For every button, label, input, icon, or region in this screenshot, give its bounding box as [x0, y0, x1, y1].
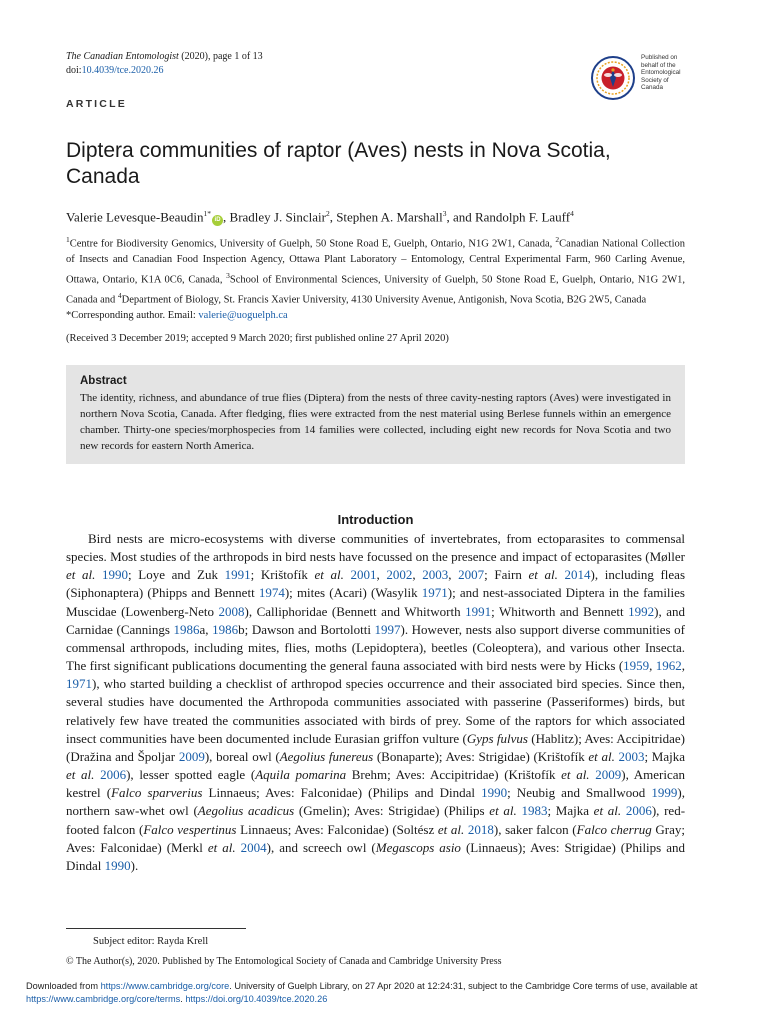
abstract-text: The identity, richness, and abundance of true flies (Diptera) from the nests of three cavity-nesting raptors (Aves) were investigated in northern Nova Scotia, Canada. After fledging, flies were extracted from the nest material using Berlese funnels within an emergence chamber. Thirty-one species/morphospecies from 14 families were collected, including eight new records for Nova Scotia and two new records for eastern North America. [80, 392, 671, 453]
intro-paragraph [66, 530, 685, 875]
affil-text: Canadian National Collection of Insects and Canadian Food Inspection Agency, Ottawa Plant Laboratory – Entomology, Central Experimental Farm, 960 Carling Avenue, Ottawa, Ontario, K1A 0C6, Canada, [66, 238, 685, 286]
entomological-society-seal-icon [591, 56, 635, 100]
italic-term: Megascops asio [375, 839, 461, 855]
abstract-heading: Abstract [80, 375, 127, 387]
citation-link[interactable]: 2009 [178, 748, 205, 764]
italic-term: et al. [593, 803, 622, 819]
body-text-run: ), northern saw-whet owl ( [66, 785, 685, 819]
publisher-note [641, 54, 701, 92]
body-text-run: ); mites (Acari) (Wasylik [284, 585, 422, 601]
body-text-run: a, [199, 621, 213, 637]
author-affil-marker: 4 [570, 209, 574, 218]
download-text: Downloaded from [26, 981, 101, 991]
italic-term: et al. [437, 821, 465, 837]
citation-link[interactable]: 1974 [258, 585, 285, 601]
orcid-icon[interactable]: iD [212, 215, 223, 226]
body-text-run: ), including fleas (Siphonaptera) (Phipps and Bennett [66, 567, 686, 601]
italic-term: Falco vespertinus [143, 821, 237, 837]
body-text-run: ), lesser spotted eagle ( [126, 767, 256, 783]
italic-term: et al. [66, 767, 95, 783]
download-text: . [180, 993, 186, 1004]
body-text-run: (Bonaparte); Aves: Strigidae) (Krištofík [373, 748, 589, 764]
italic-term: et al. [66, 567, 96, 583]
affil-text: Department of Biology, St. Francis Xavier University, 4130 University Avenue, Antigonish, Nova Scotia, B2G 2W5, Canada [121, 294, 647, 306]
body-text-run: ), American kestrel ( [66, 767, 686, 801]
publisher-line: behalf of the [641, 61, 676, 69]
body-text-run: ; Majka [644, 748, 685, 764]
footnote-rule [66, 928, 246, 929]
italic-term: Aquila pomarina [255, 767, 347, 783]
body-text-run: ). However, nests also support diverse communities of commensal arthropods, including mites, flies, moths (Lepidoptera), beetles (Coleoptera), and various other Insecta. The first significant publications documenting the general fauna associated with bird nests were by Hicks ( [66, 621, 685, 674]
corresponding-author [66, 308, 685, 324]
body-text-run: ), saker falcon ( [493, 821, 577, 837]
italic-term: et al. [588, 748, 615, 764]
citation-link[interactable]: 2008 [218, 603, 245, 619]
corr-prefix: *Corresponding author. Email: [66, 309, 199, 321]
citation-link[interactable]: 1962 [655, 658, 682, 674]
citation-link[interactable]: 1971 [66, 676, 92, 692]
body-text-run: ), red-footed falcon ( [66, 803, 686, 837]
doi-link[interactable]: 10.4039/tce.2020.26 [81, 65, 164, 76]
italic-term: Aegolius funereus [279, 748, 374, 764]
body-text-run: ; Loye and Zuk [128, 567, 225, 583]
body-text-run: ). [130, 857, 139, 873]
citation-link[interactable]: 1991 [224, 567, 251, 583]
doi-url-link[interactable]: https://doi.org/10.4039/tce.2020.26 [185, 993, 328, 1004]
body-text-run: , [376, 567, 387, 583]
body-text-run: ), and Carnidae (Cannings [66, 603, 686, 637]
citation-link[interactable]: 1986 [212, 621, 239, 637]
citation-link[interactable]: 2014 [564, 567, 591, 583]
italic-term: Gyps fulvus [466, 730, 528, 746]
citation-link[interactable]: 1990 [481, 785, 508, 801]
citation-link[interactable]: 2006 [100, 767, 127, 783]
body-text-run: Gray; Aves: Falconidae) (Merkl [66, 821, 686, 855]
body-text-run: ; Majka [547, 803, 594, 819]
body-text-run: , [649, 658, 656, 674]
publisher-line: Canada [641, 84, 664, 92]
citation-link[interactable]: 1991 [465, 603, 492, 619]
email-link[interactable]: valerie@uoguelph.ca [198, 309, 288, 321]
body-text-run: ), Calliphoridae (Bennett and Whitworth [244, 603, 466, 619]
body-text-run: ; Neubig and Smallwood [507, 785, 652, 801]
italic-term: et al. [207, 839, 236, 855]
body-text-run: (Gmelin); Aves: Strigidae) (Philips [294, 803, 490, 819]
citation-link[interactable]: 2001 [350, 567, 377, 583]
affil-marker: 1 [66, 235, 70, 244]
citation-link[interactable]: 2002 [386, 567, 413, 583]
abstract-box [66, 365, 685, 464]
italic-term: et al. [528, 567, 558, 583]
citation-link[interactable]: 2009 [595, 767, 622, 783]
body-text-run: (Linnaeus); Aves: Strigidae) (Philips and Dindal [66, 839, 686, 873]
body-text-run: Linnaeus; Aves: Falconidae) (Philips and Dindal [202, 785, 482, 801]
citation-link[interactable]: 1959 [623, 658, 650, 674]
body-text-run: ; Fairn [484, 567, 529, 583]
citation-link[interactable]: 1990 [104, 857, 131, 873]
author-name: , and Randolph F. Lauff [446, 209, 571, 225]
body-text-run: ; Whitworth and Bennett [491, 603, 629, 619]
author-name: , Bradley J. Sinclair [223, 209, 326, 225]
affil-marker: 2 [555, 235, 560, 244]
citation-link[interactable]: 2006 [625, 803, 652, 819]
body-text-run: ); and nest-associated Diptera in the families Muscidae (Lowenberg-Neto [66, 585, 685, 619]
received-dates: (Received 3 December 2019; accepted 9 March 2020; first published online 27 April 2020) [66, 333, 449, 344]
citation-link[interactable]: 1971 [421, 585, 448, 601]
citation-link[interactable]: 1999 [651, 785, 678, 801]
italic-term: et al. [561, 767, 590, 783]
citation-link[interactable]: 2003 [618, 748, 645, 764]
publisher-line: Society of [641, 76, 669, 84]
body-text-run: ), and screech owl ( [266, 839, 376, 855]
section-heading-introduction: Introduction [337, 512, 414, 527]
author-affil-marker: 2 [325, 209, 330, 218]
citation-link[interactable]: 1990 [102, 567, 129, 583]
body-text-run: b; Dawson and Bortolotti [238, 621, 375, 637]
citation-link[interactable]: 1983 [521, 803, 548, 819]
affil-marker: 3 [226, 270, 230, 280]
journal-meta: (2020), page 1 of 13 [178, 51, 263, 62]
article-type-label: ARTICLE [66, 98, 127, 110]
body-text-run: ), boreal owl ( [204, 748, 280, 764]
italic-term: et al. [489, 803, 517, 819]
body-text-run: , [448, 567, 459, 583]
download-text: . University of Guelph Library, on 27 Apr 2020 at 12:24:31, subject to the Cambridge Core terms of use, available at [229, 981, 698, 991]
italic-term: et al. [314, 567, 344, 583]
author-affil-marker: 1* [203, 209, 212, 218]
subject-editor: Subject editor: Rayda Krell [93, 936, 209, 947]
citation-link[interactable]: 1992 [628, 603, 655, 619]
body-text-run: Linnaeus; Aves: Falconidae) (Soltész [236, 821, 438, 837]
journal-citation [66, 50, 263, 78]
body-text-run: Bird nests are micro-ecosystems with diverse communities of invertebrates, from ectoparasites to commensal species. Most studies of the arthropods in bird nests have focussed on the presence and impact of ectoparasites (Møller [66, 531, 685, 565]
italic-term: Aegolius acadicus [197, 803, 295, 819]
doi-prefix: doi: [66, 65, 82, 76]
author-list [66, 205, 706, 226]
download-notice [26, 980, 746, 1005]
publisher-line: Published on [641, 54, 678, 61]
body-text-run [558, 567, 565, 582]
body-text-run: , [681, 658, 686, 674]
copyright-line: © The Author(s), 2020. Published by The Entomological Society of Canada and Cambridge University Press [66, 956, 502, 967]
terms-link[interactable]: https://www.cambridge.org/core/terms [26, 993, 181, 1004]
body-text-run: ), who started building a checklist of arthropod species occurrence and their associated bird species. Since then, several studies have documented the Arthropoda communities associated with passerine (Passeriformes) birds, but relatively few have treated the communities associated with birds of prey. Some of the raptors for which associated insect communities have been documented include Eurasian griffon vulture ( [66, 676, 685, 746]
italic-term: Falco sparverius [111, 785, 203, 801]
affil-text: Centre for Biodiversity Genomics, University of Guelph, 50 Stone Road E, Guelph, Ontario, N1G 2W1, Canada, [69, 238, 556, 250]
citation-link[interactable]: 1986 [173, 621, 200, 637]
italic-term: Falco cherrug [576, 821, 652, 837]
article-title: Diptera communities of raptor (Aves) nests in Nova Scotia, Canada [66, 139, 611, 188]
author-name: , Stephen A. Marshall [329, 209, 443, 225]
body-text-run: ; Krištofík [250, 567, 315, 583]
journal-name: The Canadian Entomologist [66, 51, 179, 62]
body-text-run: Brehm; Aves: Accipitridae) (Krištofík [346, 767, 562, 783]
author-name: Valerie Levesque-Beaudin [66, 209, 204, 225]
citation-link[interactable]: 2007 [458, 567, 485, 583]
author-affil-marker: 3 [442, 209, 447, 218]
body-text-run: (Hablitz); Aves: Accipitridae) (Dražina and Špoljar [66, 730, 685, 764]
affil-marker: 4 [117, 290, 122, 300]
citation-link[interactable]: 2003 [422, 567, 449, 583]
body-text-run: , [412, 567, 423, 583]
affil-text: School of Environmental Sciences, University of Guelph, 50 Stone Road E, Guelph, Ontario, N1G 2W1, Canada and [66, 274, 685, 306]
affiliations [66, 232, 685, 323]
publisher-line: Entomological [641, 69, 681, 77]
cambridge-core-link[interactable]: https://www.cambridge.org/core [100, 981, 230, 991]
citation-link[interactable]: 2004 [240, 839, 267, 855]
citation-link[interactable]: 1997 [374, 621, 401, 637]
citation-link[interactable]: 2018 [467, 821, 494, 837]
